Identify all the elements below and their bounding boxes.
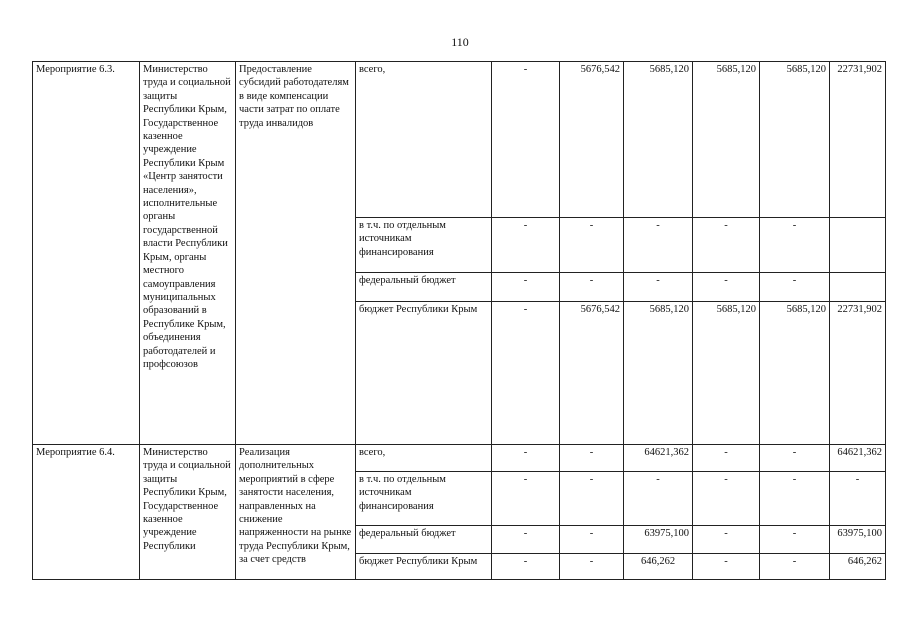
description-cell: Предоставление субсидий работодателям в виде компенсации части затрат по оплате труда инвалидов	[236, 62, 356, 445]
funding-source: бюджет Республики Крым	[356, 554, 492, 580]
value-cell: -	[492, 472, 560, 526]
value-cell: -	[760, 554, 830, 580]
funding-source: всего,	[356, 445, 492, 472]
page-number: 110	[451, 35, 469, 49]
value-cell: -	[492, 273, 560, 302]
value-cell: -	[560, 554, 624, 580]
value-cell: 5676,542	[560, 302, 624, 445]
value-cell: -	[624, 273, 693, 302]
value-cell: -	[693, 526, 760, 554]
value-cell: 646,262	[830, 554, 886, 580]
value-cell	[830, 218, 886, 273]
funding-source: в т.ч. по отдельным источникам финансирования	[356, 472, 492, 526]
value-cell: 63975,100	[624, 526, 693, 554]
value-cell: 646,262	[624, 554, 693, 580]
funding-source: бюджет Республики Крым	[356, 302, 492, 445]
funding-source: федеральный бюджет	[356, 273, 492, 302]
value-cell: -	[492, 526, 560, 554]
value-cell: -	[693, 218, 760, 273]
value-cell: 5676,542	[560, 62, 624, 218]
measure-name: Мероприятие 6.3.	[33, 62, 140, 445]
funding-source: федеральный бюджет	[356, 526, 492, 554]
executor-cell: Министерство труда и социальной защиты Республики Крым, Государственное казенное учреждение Республики Крым «Центр занятости населения», исполнительные органы государственной власти Республики Крым, органы местного самоуправления муниципальных образований в Республике Крым, объединения работодателей и профсоюзов	[140, 62, 236, 445]
value-cell: -	[492, 62, 560, 218]
value-cell: -	[560, 526, 624, 554]
value-cell: 5685,120	[693, 302, 760, 445]
value-cell: -	[760, 445, 830, 472]
value-cell: 5685,120	[760, 302, 830, 445]
value-cell: -	[693, 445, 760, 472]
value-cell: 22731,902	[830, 62, 886, 218]
value-cell: -	[560, 472, 624, 526]
funding-source: всего,	[356, 62, 492, 218]
funding-source: в т.ч. по отдельным источникам финансирования	[356, 218, 492, 273]
executor-cell: Министерство труда и социальной защиты Республики Крым, Государственное казенное учреждение Республики	[140, 445, 236, 580]
value-cell: -	[693, 273, 760, 302]
value-cell: 5685,120	[624, 62, 693, 218]
value-cell	[830, 273, 886, 302]
value-cell: -	[624, 218, 693, 273]
value-cell: -	[560, 273, 624, 302]
value-cell: 5685,120	[693, 62, 760, 218]
value-cell: 63975,100	[830, 526, 886, 554]
value-cell: -	[760, 526, 830, 554]
value-cell: -	[830, 472, 886, 526]
value-cell: -	[492, 554, 560, 580]
value-cell: 22731,902	[830, 302, 886, 445]
value-cell: -	[624, 472, 693, 526]
value-cell: -	[760, 218, 830, 273]
value-cell: -	[492, 445, 560, 472]
value-cell: 64621,362	[830, 445, 886, 472]
value-cell: -	[693, 554, 760, 580]
value-cell: -	[492, 302, 560, 445]
value-cell: -	[560, 445, 624, 472]
value-cell: 5685,120	[624, 302, 693, 445]
measure-name: Мероприятие 6.4.	[33, 445, 140, 580]
value-cell: -	[693, 472, 760, 526]
value-cell: -	[492, 218, 560, 273]
budget-table	[32, 61, 886, 580]
value-cell: -	[760, 472, 830, 526]
table-row	[33, 445, 886, 472]
value-cell: -	[760, 273, 830, 302]
value-cell: 5685,120	[760, 62, 830, 218]
table-row	[33, 62, 886, 218]
value-cell: -	[560, 218, 624, 273]
value-cell: 64621,362	[624, 445, 693, 472]
description-cell: Реализация дополнительных мероприятий в сфере занятости населения, направленных на снижение напряженности на рынке труда Республики Крым, за счет средств	[236, 445, 356, 580]
